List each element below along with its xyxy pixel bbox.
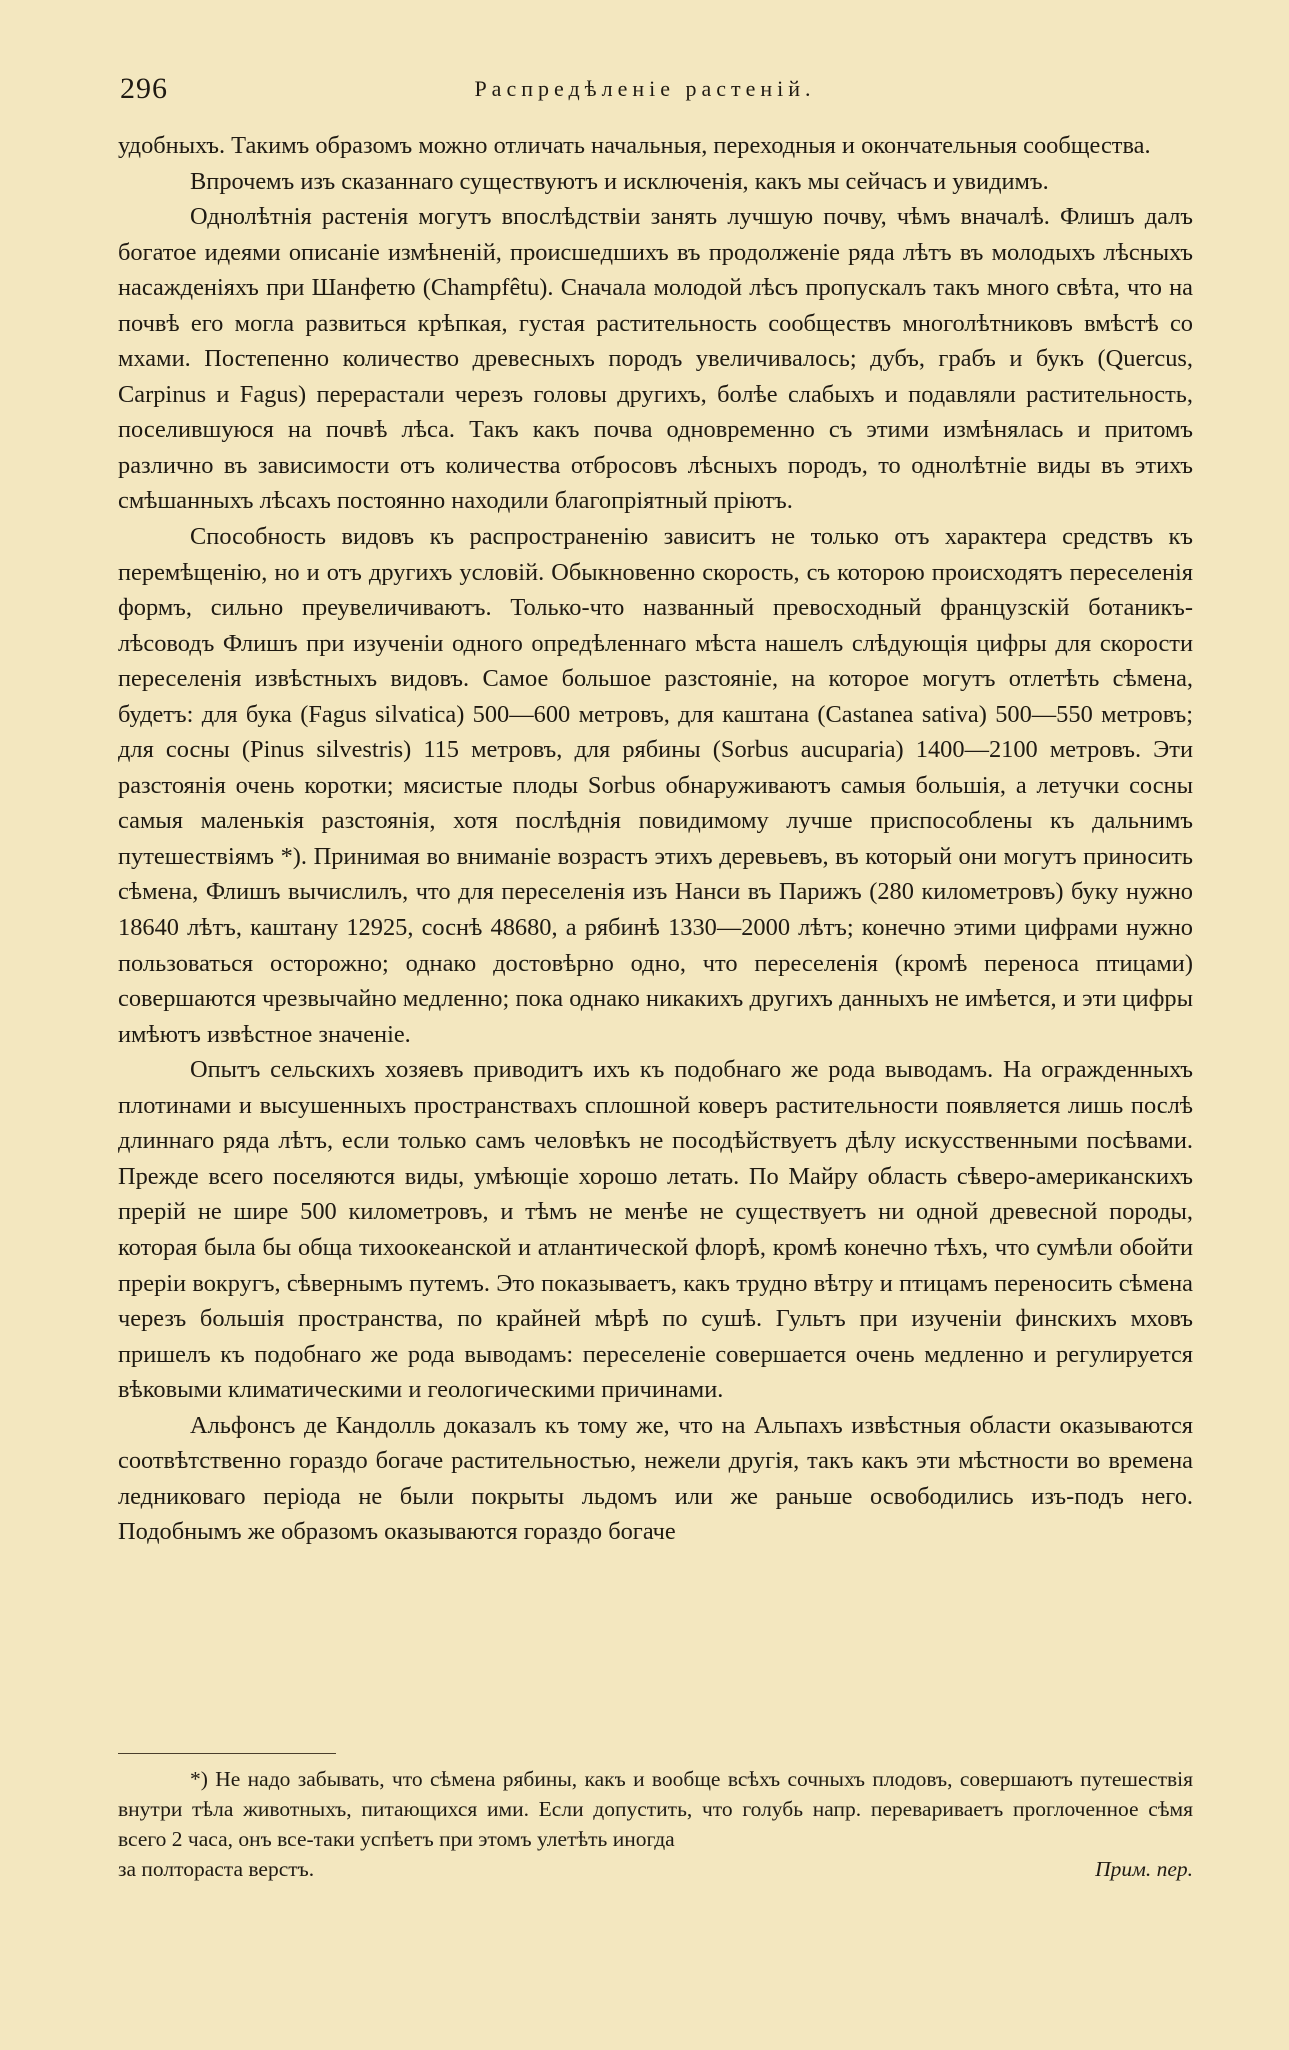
translator-note: Прим. пер. [1095, 1857, 1193, 1881]
footnote-last-line [118, 1854, 1193, 1884]
paragraph: Альфонсъ де Кандолль доказалъ къ тому же, что на Альпахъ извѣстныя области оказываются соотвѣтственно гораздо богаче растительностью, нежели другія, такъ какъ эти мѣстности во времена ледниковаго періода не были покрыты льдомъ или же раньше освободились изъ-подъ него. Подобнымъ же образомъ оказываются гораздо богаче [118, 1411, 1193, 1546]
paragraph: Однолѣтнія растенія могутъ впослѣдствіи занять лучшую почву, чѣмъ вначалѣ. Флишъ далъ богатое идеями описаніе измѣненій, происшедшихъ въ продолженіе ряда лѣтъ въ молодыхъ лѣсныхъ насажденіяхъ при Шанфетю (Champfêtu). Сначала молодой лѣсъ пропускалъ такъ много свѣта, что на почвѣ его могла развиться крѣпкая, густая растительность сообществъ многолѣтниковъ вмѣстѣ со мхами. Постепенно количество древесныхъ породъ увеличивалось; дубъ, грабъ и букъ (Quercus, Carpinus и Fagus) перерастали черезъ головы другихъ, болѣе слабыхъ и подавляли растительность, поселившуюся на почвѣ лѣса. Такъ какъ почва одновременно съ этими измѣнялась и притомъ различно въ зависимости отъ количества отбросовъ лѣсныхъ породъ, то однолѣтніе виды въ этихъ смѣшанныхъ лѣсахъ постоянно находили благопріятный пріютъ. [118, 203, 1193, 515]
footnote [118, 1764, 1193, 1884]
body-text [118, 128, 1193, 1550]
paragraph: удобныхъ. Такимъ образомъ можно отличать начальныя, переходныя и окончательныя сообщества. [118, 132, 1151, 159]
footnote-rule [118, 1753, 336, 1754]
page-header [120, 72, 1170, 112]
paragraph: Впрочемъ изъ сказаннаго существуютъ и исключенія, какъ мы сейчасъ и увидимъ. [190, 167, 1049, 195]
footnote-last-words: за полтораста верстъ. [118, 1857, 315, 1881]
footnote-text: *) Не надо забывать, что сѣмена рябины, какъ и вообще всѣхъ сочныхъ плодовъ, совершаютъ путешествія внутри тѣла животныхъ, питающихся ими. Если допустить, что голубь напр. перевариваетъ проглоченное сѣмя всего 2 часа, онъ все-таки успѣетъ при этомъ улетѣть иногда [118, 1767, 1193, 1851]
paragraph: Опытъ сельскихъ хозяевъ приводитъ ихъ къ подобнаго же рода выводамъ. На огражденныхъ плотинами и высушенныхъ пространствахъ сплошной коверъ растительности появляется лишь послѣ длиннаго ряда лѣтъ, если только самъ человѣкъ не посодѣйствуетъ дѣлу искусственными посѣвами. Прежде всего поселяются виды, умѣющіе хорошо летать. По Майру область сѣверо-американскихъ прерій не шире 500 километровъ, и тѣмъ не менѣе не существуетъ ни одной древесной породы, которая была бы обща тихоокеанской и атлантической флорѣ, кромѣ конечно тѣхъ, что сумѣли обойти преріи вокругъ, сѣвернымъ путемъ. Это показываетъ, какъ трудно вѣтру и птицамъ переносить сѣмена черезъ большія пространства, по крайней мѣрѣ по сушѣ. Гультъ при изученіи финскихъ мховъ пришелъ къ подобнаго же рода выводамъ: переселеніе совершается очень медленно и регулируется вѣковыми климатическими и геологическими причинами. [118, 1056, 1193, 1404]
paragraph: Способность видовъ къ распространенію зависитъ не только отъ характера средствъ къ перемѣщенію, но и отъ другихъ условій. Обыкновенно скорость, съ которою происходятъ переселенія формъ, сильно преувеличиваютъ. Только-что названный превосходный французскій ботаникъ-лѣсоводъ Флишъ при изученіи одного опредѣленнаго мѣста нашелъ слѣдующія цифры для скорости переселенія извѣстныхъ видовъ. Самое большое разстояніе, на которое могутъ отлетѣть сѣмена, будетъ: для бука (Fagus silvatica) 500—600 метровъ, для каштана (Castanea sativa) 500—550 метровъ; для сосны (Pinus silvestris) 115 метровъ, для рябины (Sorbus aucuparia) 1400—2100 метровъ. Эти разстоянія очень коротки; мясистые плоды Sorbus обнаруживаютъ самыя большія, а летучки сосны самыя маленькія разстоянія, хотя послѣднія повидимому лучше приспособлены къ дальнимъ путешествіямъ *). Принимая во вниманіе возрастъ этихъ деревьевъ, въ который они могутъ приносить сѣмена, Флишъ вычислилъ, что для переселенія изъ Нанси въ Парижъ (280 километровъ) буку нужно 18640 лѣтъ, каштану 12925, соснѣ 48680, а рябинѣ 1330—2000 лѣтъ; конечно этими цифрами нужно пользоваться осторожно; однако достовѣрно одно, что переселенія (кромѣ переноса птицами) совершаются чрезвычайно медленно; пока однако никакихъ другихъ данныхъ не имѣется, и эти цифры имѣютъ извѣстное значеніе. [118, 523, 1193, 1048]
running-title: Распредѣленіе растеній. [474, 76, 816, 101]
page-number: 296 [120, 72, 168, 105]
